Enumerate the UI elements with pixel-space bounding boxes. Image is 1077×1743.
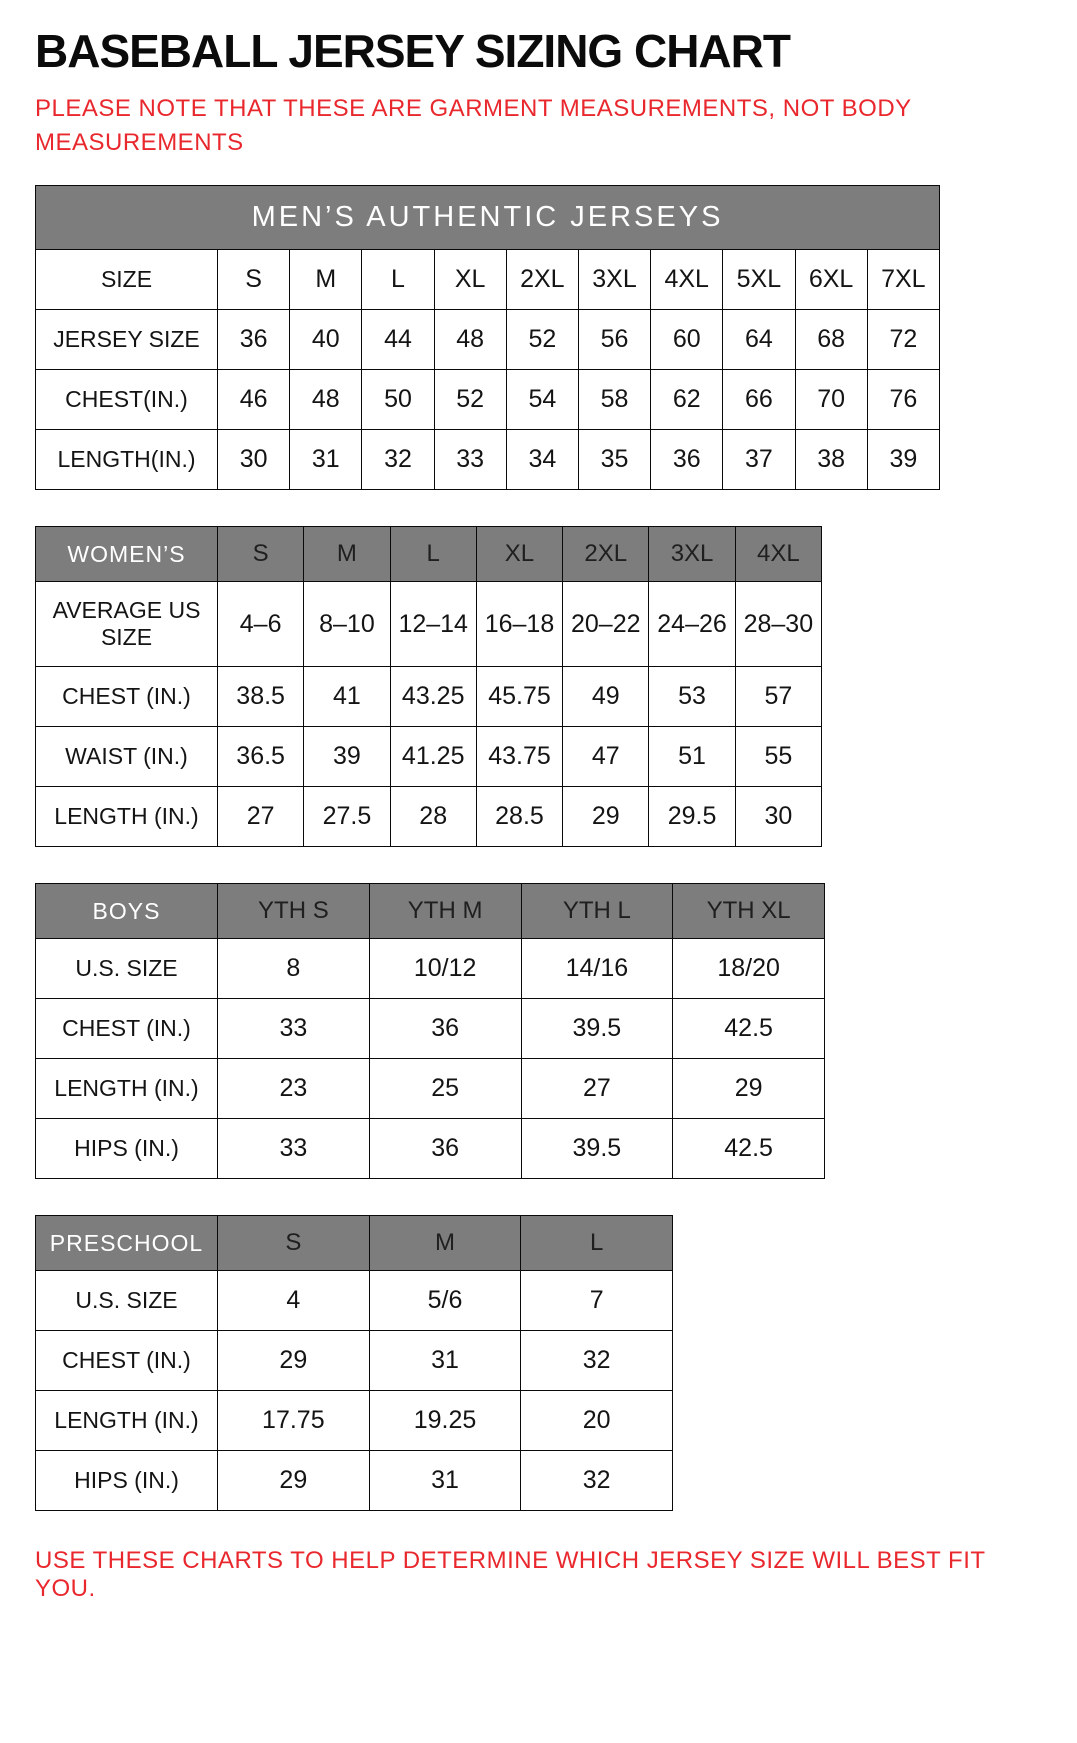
mens-value-cell: L <box>362 250 434 310</box>
womens-value-cell: 49 <box>563 667 649 727</box>
mens-row-label: SIZE <box>36 250 218 310</box>
mens-value-cell: 40 <box>290 310 362 370</box>
boys-row-label: U.S. SIZE <box>36 939 218 999</box>
boys-column-header: YTH M <box>369 884 521 939</box>
boys-value-cell: 36 <box>369 999 521 1059</box>
boys-table-row <box>36 1059 825 1119</box>
boys-value-cell: 39.5 <box>521 999 673 1059</box>
preschool-row-label: LENGTH (IN.) <box>36 1391 218 1451</box>
preschool-value-cell: 7 <box>521 1271 673 1331</box>
womens-value-cell: 43.25 <box>390 667 476 727</box>
mens-value-cell: 72 <box>867 310 939 370</box>
mens-value-cell: 5XL <box>723 250 795 310</box>
preschool-value-cell: 29 <box>218 1451 370 1511</box>
womens-value-cell: 16–18 <box>476 582 562 667</box>
womens-row-label: AVERAGE US SIZE <box>36 582 218 667</box>
mens-value-cell: 70 <box>795 370 867 430</box>
mens-value-cell: 6XL <box>795 250 867 310</box>
womens-value-cell: 39 <box>304 727 390 787</box>
womens-value-cell: 41.25 <box>390 727 476 787</box>
preschool-value-cell: 5/6 <box>369 1271 521 1331</box>
boys-value-cell: 27 <box>521 1059 673 1119</box>
womens-size-table <box>35 526 822 847</box>
mens-value-cell: 48 <box>290 370 362 430</box>
preschool-table-row <box>36 1391 673 1451</box>
mens-size-table <box>35 185 940 490</box>
womens-row-label: WAIST (IN.) <box>36 727 218 787</box>
womens-value-cell: 45.75 <box>476 667 562 727</box>
mens-value-cell: 39 <box>867 430 939 490</box>
mens-value-cell: 30 <box>218 430 290 490</box>
womens-row-label: CHEST (IN.) <box>36 667 218 727</box>
mens-value-cell: 44 <box>362 310 434 370</box>
preschool-value-cell: 31 <box>369 1331 521 1391</box>
womens-column-header: S <box>218 527 304 582</box>
boys-table-row <box>36 1119 825 1179</box>
sizing-chart-page <box>35 24 1042 1603</box>
boys-header-row <box>36 884 825 939</box>
mens-value-cell: 37 <box>723 430 795 490</box>
womens-table-row <box>36 727 822 787</box>
preschool-value-cell: 4 <box>218 1271 370 1331</box>
page-title: BASEBALL JERSEY SIZING CHART <box>35 25 790 77</box>
preschool-value-cell: 19.25 <box>369 1391 521 1451</box>
preschool-table-row <box>36 1331 673 1391</box>
womens-value-cell: 24–26 <box>649 582 735 667</box>
footer-note: USE THESE CHARTS TO HELP DETERMINE WHICH JERSEY SIZE WILL BEST FIT YOU. <box>35 1547 986 1603</box>
womens-value-cell: 47 <box>563 727 649 787</box>
mens-value-cell: M <box>290 250 362 310</box>
womens-column-header: XL <box>476 527 562 582</box>
mens-value-cell: 4XL <box>651 250 723 310</box>
size-tables-container <box>35 185 1042 1511</box>
mens-value-cell: 33 <box>434 430 506 490</box>
preschool-row-label: HIPS (IN.) <box>36 1451 218 1511</box>
boys-table-row <box>36 999 825 1059</box>
boys-value-cell: 14/16 <box>521 939 673 999</box>
boys-value-cell: 23 <box>218 1059 370 1119</box>
boys-value-cell: 33 <box>218 999 370 1059</box>
womens-value-cell: 43.75 <box>476 727 562 787</box>
mens-table-row <box>36 310 940 370</box>
womens-value-cell: 36.5 <box>218 727 304 787</box>
mens-value-cell: 36 <box>218 310 290 370</box>
boys-row-label: CHEST (IN.) <box>36 999 218 1059</box>
preschool-value-cell: 17.75 <box>218 1391 370 1451</box>
womens-value-cell: 8–10 <box>304 582 390 667</box>
preschool-value-cell: 31 <box>369 1451 521 1511</box>
mens-value-cell: 68 <box>795 310 867 370</box>
womens-value-cell: 28.5 <box>476 787 562 847</box>
mens-value-cell: 48 <box>434 310 506 370</box>
preschool-value-cell: 20 <box>521 1391 673 1451</box>
womens-value-cell: 20–22 <box>563 582 649 667</box>
mens-value-cell: 36 <box>651 430 723 490</box>
mens-value-cell: 66 <box>723 370 795 430</box>
womens-value-cell: 53 <box>649 667 735 727</box>
preschool-group-label: PRESCHOOL <box>36 1216 218 1271</box>
womens-value-cell: 55 <box>735 727 821 787</box>
boys-row-label: LENGTH (IN.) <box>36 1059 218 1119</box>
boys-value-cell: 29 <box>673 1059 825 1119</box>
mens-table-row <box>36 370 940 430</box>
boys-value-cell: 25 <box>369 1059 521 1119</box>
mens-table-banner: MEN’S AUTHENTIC JERSEYS <box>36 186 940 250</box>
mens-value-cell: S <box>218 250 290 310</box>
preschool-value-cell: 32 <box>521 1451 673 1511</box>
mens-value-cell: 62 <box>651 370 723 430</box>
womens-table-row <box>36 787 822 847</box>
mens-value-cell: 52 <box>506 310 578 370</box>
preschool-value-cell: 32 <box>521 1331 673 1391</box>
preschool-column-header: L <box>521 1216 673 1271</box>
preschool-size-table <box>35 1215 673 1511</box>
boys-column-header: YTH XL <box>673 884 825 939</box>
garment-measurements-note: PLEASE NOTE THAT THESE ARE GARMENT MEASUREMENTS, NOT BODY MEASUREMENTS <box>35 95 912 156</box>
mens-row-label: JERSEY SIZE <box>36 310 218 370</box>
womens-value-cell: 57 <box>735 667 821 727</box>
preschool-table-row <box>36 1271 673 1331</box>
mens-value-cell: 35 <box>578 430 650 490</box>
mens-value-cell: 50 <box>362 370 434 430</box>
mens-value-cell: 54 <box>506 370 578 430</box>
boys-value-cell: 42.5 <box>673 1119 825 1179</box>
mens-value-cell: 58 <box>578 370 650 430</box>
womens-value-cell: 12–14 <box>390 582 476 667</box>
mens-value-cell: 38 <box>795 430 867 490</box>
boys-size-table <box>35 883 825 1179</box>
boys-value-cell: 8 <box>218 939 370 999</box>
womens-value-cell: 41 <box>304 667 390 727</box>
womens-row-label: LENGTH (IN.) <box>36 787 218 847</box>
womens-value-cell: 30 <box>735 787 821 847</box>
mens-value-cell: 46 <box>218 370 290 430</box>
preschool-header-row <box>36 1216 673 1271</box>
boys-group-label: BOYS <box>36 884 218 939</box>
preschool-row-label: CHEST (IN.) <box>36 1331 218 1391</box>
mens-value-cell: 7XL <box>867 250 939 310</box>
mens-value-cell: 60 <box>651 310 723 370</box>
boys-table-row <box>36 939 825 999</box>
womens-header-row <box>36 527 822 582</box>
preschool-row-label: U.S. SIZE <box>36 1271 218 1331</box>
womens-value-cell: 29.5 <box>649 787 735 847</box>
boys-value-cell: 42.5 <box>673 999 825 1059</box>
boys-value-cell: 33 <box>218 1119 370 1179</box>
mens-value-cell: 3XL <box>578 250 650 310</box>
boys-column-header: YTH L <box>521 884 673 939</box>
boys-column-header: YTH S <box>218 884 370 939</box>
womens-group-label: WOMEN’S <box>36 527 218 582</box>
womens-value-cell: 28 <box>390 787 476 847</box>
mens-table-row <box>36 250 940 310</box>
womens-value-cell: 28–30 <box>735 582 821 667</box>
womens-value-cell: 29 <box>563 787 649 847</box>
mens-value-cell: 2XL <box>506 250 578 310</box>
mens-value-cell: 64 <box>723 310 795 370</box>
boys-value-cell: 36 <box>369 1119 521 1179</box>
womens-value-cell: 27 <box>218 787 304 847</box>
preschool-column-header: S <box>218 1216 370 1271</box>
mens-value-cell: 31 <box>290 430 362 490</box>
womens-column-header: 3XL <box>649 527 735 582</box>
mens-value-cell: 76 <box>867 370 939 430</box>
boys-value-cell: 18/20 <box>673 939 825 999</box>
womens-table-row <box>36 582 822 667</box>
mens-value-cell: 52 <box>434 370 506 430</box>
womens-column-header: 2XL <box>563 527 649 582</box>
boys-value-cell: 10/12 <box>369 939 521 999</box>
preschool-value-cell: 29 <box>218 1331 370 1391</box>
boys-row-label: HIPS (IN.) <box>36 1119 218 1179</box>
womens-value-cell: 4–6 <box>218 582 304 667</box>
mens-row-label: LENGTH(IN.) <box>36 430 218 490</box>
mens-value-cell: 32 <box>362 430 434 490</box>
boys-value-cell: 39.5 <box>521 1119 673 1179</box>
womens-column-header: M <box>304 527 390 582</box>
womens-value-cell: 51 <box>649 727 735 787</box>
womens-column-header: 4XL <box>735 527 821 582</box>
womens-value-cell: 27.5 <box>304 787 390 847</box>
womens-table-row <box>36 667 822 727</box>
mens-value-cell: 34 <box>506 430 578 490</box>
womens-column-header: L <box>390 527 476 582</box>
womens-value-cell: 38.5 <box>218 667 304 727</box>
preschool-column-header: M <box>369 1216 521 1271</box>
mens-value-cell: XL <box>434 250 506 310</box>
preschool-table-row <box>36 1451 673 1511</box>
mens-value-cell: 56 <box>578 310 650 370</box>
mens-table-row <box>36 430 940 490</box>
mens-row-label: CHEST(IN.) <box>36 370 218 430</box>
